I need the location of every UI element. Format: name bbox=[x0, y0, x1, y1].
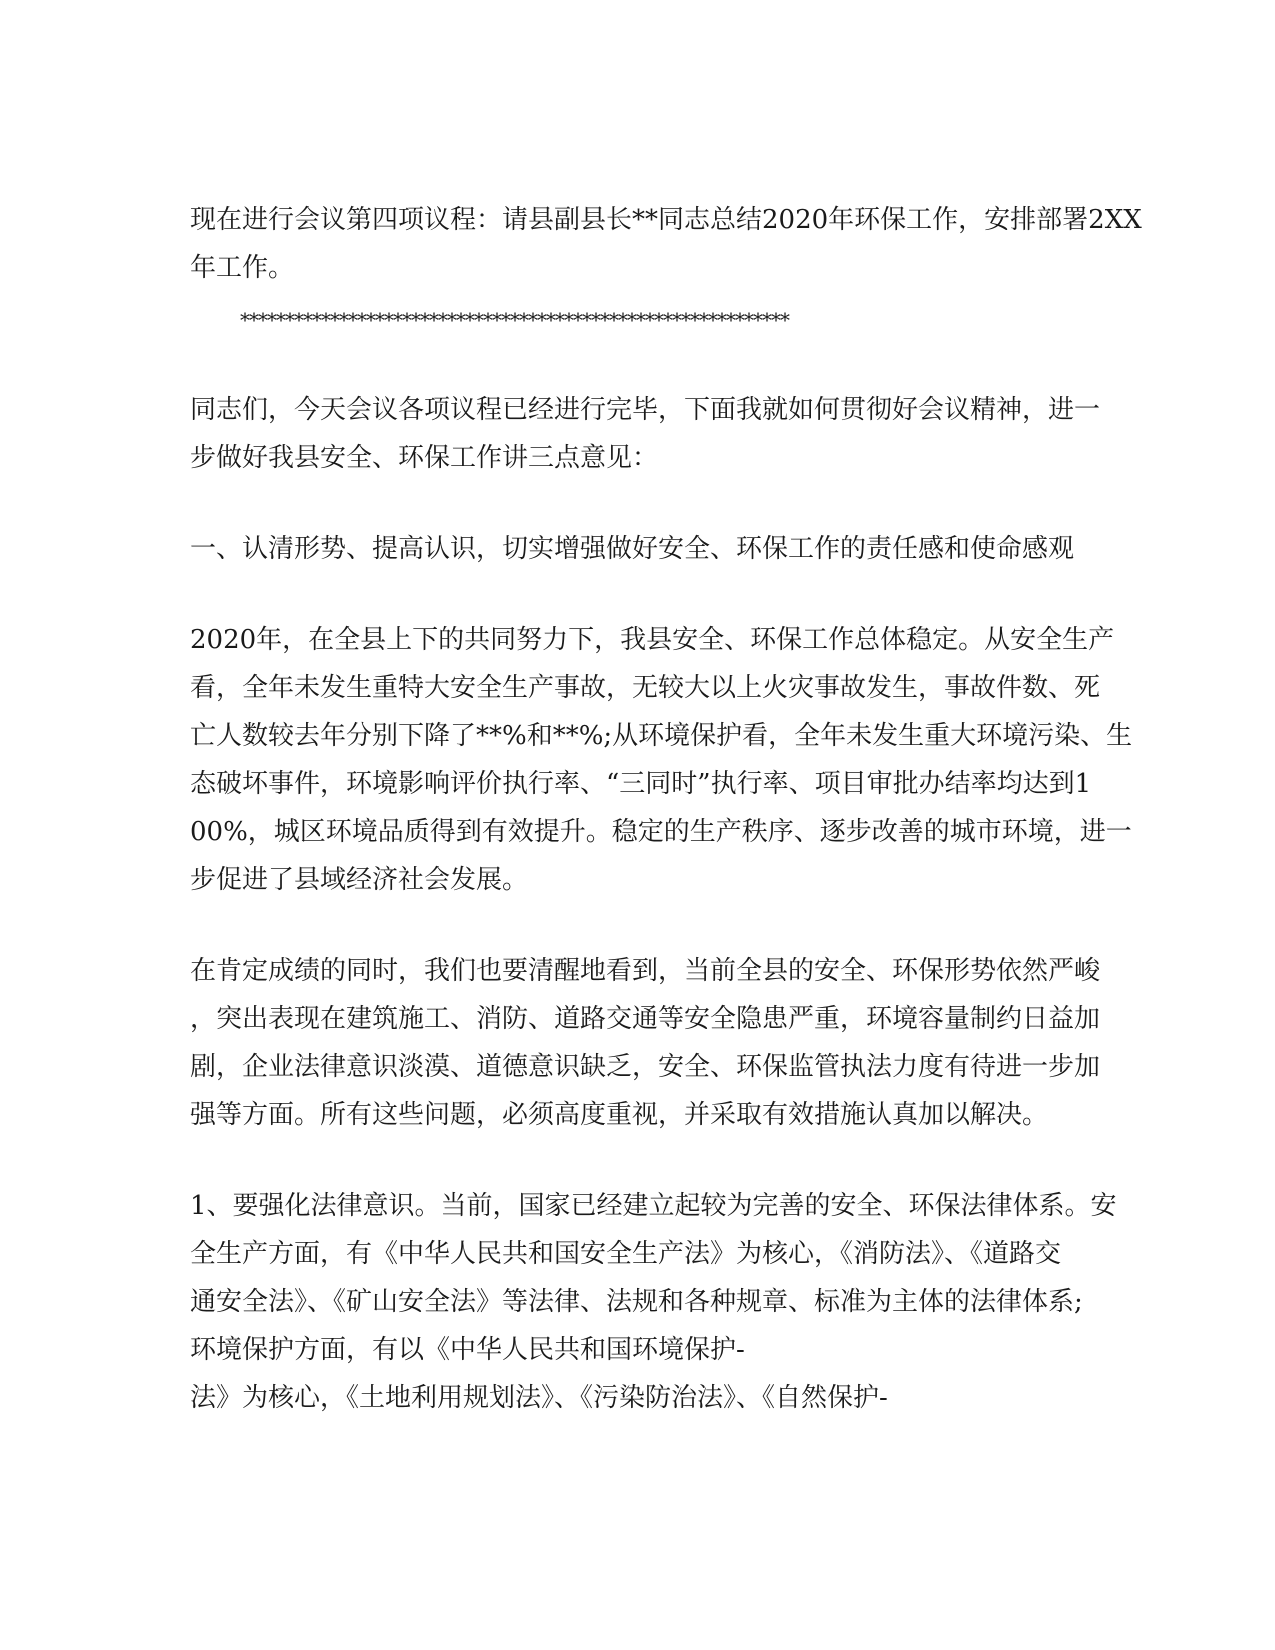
section-heading: 一、认清形势、提高认识，切实增强做好安全、环保工作的责任感和使命感观 bbox=[190, 534, 1075, 564]
text-line: 现在进行会议第四项议程：请县副县长**同志总结2020年环保工作，安排部署2XX bbox=[190, 205, 1142, 235]
text-line: 看，全年未发生重特大安全生产事故，无较大以上火灾事故发生，事故件数、死 bbox=[190, 673, 1101, 703]
text-line: 态破坏事件，环境影响评价执行率、“三同时”执行率、项目审批办结率均达到1 bbox=[190, 769, 1092, 799]
text-line: 全生产方面，有《中华人民共和国安全生产法》为核心，《消防法》、《道路交 bbox=[190, 1239, 1062, 1269]
text-line: ，突出表现在建筑施工、消防、道路交通等安全隐患严重，环境容量制约日益加 bbox=[190, 1004, 1101, 1034]
text-line: 强等方面。所有这些问题，必须高度重视，并采取有效措施认真加以解决。 bbox=[190, 1100, 1049, 1130]
text-line: 在肯定成绩的同时，我们也要清醒地看到，当前全县的安全、环保形势依然严峻 bbox=[190, 956, 1101, 986]
text-line: 法》为核心，《土地利用规划法》、《污染防治法》、《自然保护- bbox=[190, 1383, 888, 1413]
separator-stars: ************************************************************* bbox=[240, 308, 789, 332]
text-line: 亡人数较去年分别下降了**%和**%;从环境保护看，全年未发生重大环境污染、生 bbox=[190, 721, 1133, 751]
text-line: 通安全法》、《矿山安全法》等法律、法规和各种规章、标准为主体的法律体系; bbox=[190, 1287, 1083, 1317]
text-line: 同志们，今天会议各项议程已经进行完毕，下面我就如何贯彻好会议精神，进一 bbox=[190, 395, 1101, 425]
text-line: 步做好我县安全、环保工作讲三点意见： bbox=[190, 443, 659, 473]
text-line: 00%，城区环境品质得到有效提升。稳定的生产秩序、逐步改善的城市环境，进一 bbox=[190, 817, 1132, 847]
text-line: 年工作。 bbox=[190, 253, 295, 283]
text-line: 步促进了县域经济社会发展。 bbox=[190, 865, 529, 895]
text-line: 剧，企业法律意识淡漠、道德意识缺乏，安全、环保监管执法力度有待进一步加 bbox=[190, 1052, 1101, 1082]
text-line: 环境保护方面，有以《中华人民共和国环境保护- bbox=[190, 1335, 745, 1365]
text-line: 1、要强化法律意识。当前，国家已经建立起较为完善的安全、环保法律体系。安 bbox=[190, 1191, 1117, 1221]
text-line: 2020年，在全县上下的共同努力下，我县安全、环保工作总体稳定。从安全生产 bbox=[190, 625, 1115, 655]
